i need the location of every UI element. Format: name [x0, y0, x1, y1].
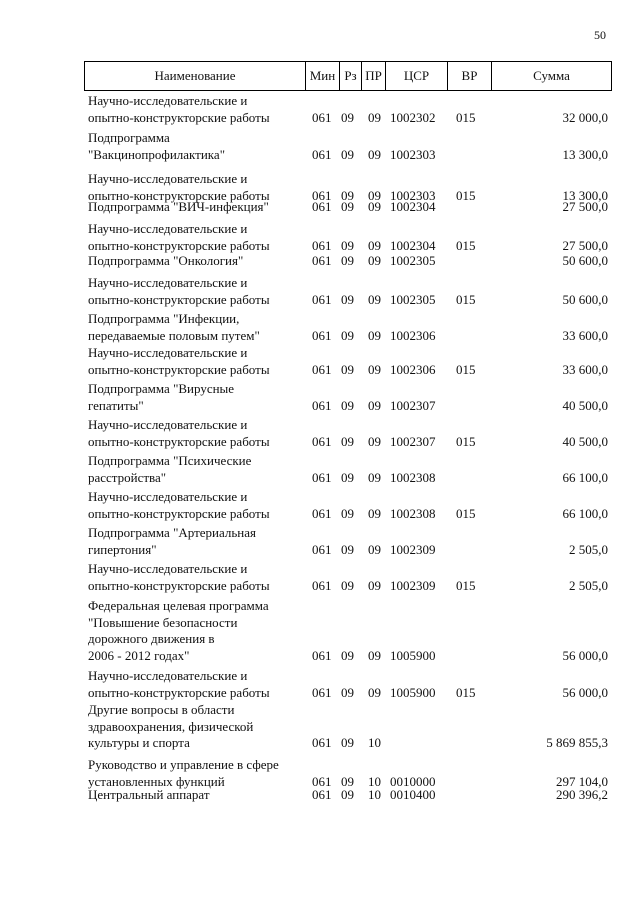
row-name: Научно-исследовательские и опытно-конструкторские работы — [88, 345, 270, 377]
cell-min: 061 — [312, 397, 332, 413]
cell-sum: 32 000,0 — [562, 109, 608, 125]
cell-csr: 1002304 — [390, 199, 436, 214]
cell-sum: 2 505,0 — [569, 577, 608, 593]
header-vr: ВР — [448, 62, 492, 90]
cell-rz: 09 — [341, 735, 354, 750]
cell-pr: 09 — [368, 187, 381, 203]
cell-sum: 50 600,0 — [562, 291, 608, 307]
row-values — [84, 110, 612, 127]
table-row — [84, 489, 612, 522]
row-values — [84, 787, 612, 804]
cell-pr: 09 — [368, 647, 381, 663]
cell-min: 061 — [312, 469, 332, 485]
cell-min: 061 — [312, 327, 332, 343]
cell-sum: 56 000,0 — [562, 647, 608, 663]
cell-min: 061 — [312, 773, 332, 789]
table-row — [84, 787, 612, 804]
cell-rz: 09 — [341, 109, 354, 125]
cell-sum: 66 100,0 — [562, 469, 608, 485]
header-sum: Сумма — [533, 68, 570, 83]
cell-pr: 10 — [368, 787, 381, 802]
cell-vr: 015 — [456, 291, 476, 307]
table-row — [84, 275, 612, 308]
cell-min: 061 — [312, 577, 332, 593]
cell-pr: 09 — [368, 327, 381, 343]
cell-sum: 33 600,0 — [562, 327, 608, 343]
row-name: Подпрограмма "Онкология" — [88, 253, 244, 268]
cell-sum: 50 600,0 — [562, 253, 608, 268]
cell-csr: 1002308 — [390, 505, 436, 521]
cell-sum: 13 300,0 — [562, 187, 608, 203]
cell-min: 061 — [312, 433, 332, 449]
row-name: Научно-исследовательские и опытно-конструкторские работы — [88, 417, 270, 449]
cell-csr: 1002302 — [390, 109, 436, 125]
cell-sum: 40 500,0 — [562, 397, 608, 413]
row-values — [84, 434, 612, 451]
cell-pr: 10 — [368, 773, 381, 789]
cell-min: 061 — [312, 361, 332, 377]
cell-min: 061 — [312, 684, 332, 700]
cell-csr: 1002303 — [390, 146, 436, 162]
cell-pr: 09 — [368, 469, 381, 485]
cell-sum: 56 000,0 — [562, 684, 608, 700]
cell-sum: 2 505,0 — [569, 541, 608, 557]
row-name: Научно-исследовательские и опытно-конструкторские работы — [88, 668, 270, 700]
cell-min: 061 — [312, 505, 332, 521]
cell-csr: 1002306 — [390, 327, 436, 343]
row-values — [84, 470, 612, 487]
table-row — [84, 702, 612, 752]
cell-rz: 09 — [341, 361, 354, 377]
cell-pr: 09 — [368, 237, 381, 253]
cell-csr: 1002309 — [390, 577, 436, 593]
cell-min: 061 — [312, 237, 332, 253]
cell-vr: 015 — [456, 361, 476, 377]
row-name: Научно-исследовательские и опытно-конструкторские работы — [88, 561, 270, 593]
row-values — [84, 735, 612, 752]
cell-pr: 09 — [368, 397, 381, 413]
row-values — [84, 542, 612, 559]
cell-sum: 40 500,0 — [562, 433, 608, 449]
cell-min: 061 — [312, 787, 332, 802]
row-values — [84, 578, 612, 595]
cell-vr: 015 — [456, 237, 476, 253]
row-values — [84, 253, 612, 270]
cell-vr: 015 — [456, 109, 476, 125]
cell-vr: 015 — [456, 505, 476, 521]
table-row — [84, 561, 612, 594]
row-values — [84, 648, 612, 665]
row-values — [84, 292, 612, 309]
table-row — [84, 417, 612, 450]
cell-pr: 09 — [368, 291, 381, 307]
cell-sum: 27 500,0 — [562, 237, 608, 253]
cell-pr: 09 — [368, 505, 381, 521]
cell-pr: 09 — [368, 684, 381, 700]
cell-min: 061 — [312, 146, 332, 162]
cell-rz: 09 — [341, 291, 354, 307]
cell-csr: 1002307 — [390, 433, 436, 449]
cell-vr: 015 — [456, 187, 476, 203]
row-values — [84, 328, 612, 345]
row-name: Подпрограмма "Артериальная гипертония" — [88, 525, 257, 557]
cell-csr: 1002307 — [390, 397, 436, 413]
cell-csr: 1002304 — [390, 237, 436, 253]
cell-rz: 09 — [341, 327, 354, 343]
row-name: Научно-исследовательские и опытно-конструкторские работы — [88, 93, 270, 125]
table-row — [84, 221, 612, 254]
cell-pr: 09 — [368, 199, 381, 214]
cell-csr: 0010000 — [390, 773, 436, 789]
row-name: Подпрограмма "ВИЧ-инфекция" — [88, 199, 269, 214]
row-name: Другие вопросы в области здравоохранения, физической культуры и спорта — [88, 702, 254, 750]
cell-sum: 297 104,0 — [556, 773, 608, 789]
row-name: Руководство и управление в сфере установленных функций — [88, 757, 279, 789]
row-values — [84, 238, 612, 255]
table-row — [84, 598, 612, 664]
cell-rz: 09 — [341, 505, 354, 521]
cell-sum: 66 100,0 — [562, 505, 608, 521]
cell-csr: 1002305 — [390, 291, 436, 307]
cell-rz: 09 — [341, 433, 354, 449]
cell-csr: 1002306 — [390, 361, 436, 377]
cell-rz: 09 — [341, 577, 354, 593]
table-row — [84, 345, 612, 378]
cell-min: 061 — [312, 541, 332, 557]
row-name: Подпрограмма "Вирусные гепатиты" — [88, 381, 235, 413]
cell-sum: 13 300,0 — [562, 146, 608, 162]
cell-pr: 09 — [368, 253, 381, 268]
cell-csr: 1002309 — [390, 541, 436, 557]
row-values — [84, 506, 612, 523]
row-name: Федеральная целевая программа "Повышение безопасности дорожного движения в 2006 - 2012 годах" — [88, 598, 269, 663]
row-name: Научно-исследовательские и опытно-конструкторские работы — [88, 275, 270, 307]
cell-min: 061 — [312, 291, 332, 307]
cell-sum: 27 500,0 — [562, 199, 608, 214]
table-row — [84, 253, 612, 270]
cell-min: 061 — [312, 187, 332, 203]
cell-pr: 10 — [368, 735, 381, 750]
table-row — [84, 311, 612, 344]
cell-rz: 09 — [341, 469, 354, 485]
header-min: Мин — [306, 62, 340, 90]
cell-pr: 09 — [368, 541, 381, 557]
table-row — [84, 668, 612, 701]
cell-min: 061 — [312, 253, 332, 268]
cell-vr: 015 — [456, 684, 476, 700]
cell-min: 061 — [312, 199, 332, 214]
cell-min: 061 — [312, 109, 332, 125]
cell-rz: 09 — [341, 773, 354, 789]
row-values — [84, 147, 612, 164]
cell-pr: 09 — [368, 361, 381, 377]
row-values — [84, 362, 612, 379]
row-name: Научно-исследовательские и опытно-конструкторские работы — [88, 221, 270, 253]
cell-csr: 1002308 — [390, 469, 436, 485]
page-number: 50 — [594, 28, 606, 42]
header-pr: ПР — [362, 62, 386, 90]
row-name: Подпрограмма "Психические расстройства" — [88, 453, 252, 485]
header-csr: ЦСР — [386, 62, 448, 90]
cell-pr: 09 — [368, 577, 381, 593]
cell-rz: 09 — [341, 684, 354, 700]
table-row — [84, 93, 612, 126]
table-row — [84, 130, 612, 163]
row-values — [84, 199, 612, 216]
cell-rz: 09 — [341, 146, 354, 162]
table-header — [84, 61, 612, 91]
table-row — [84, 525, 612, 558]
row-name: Научно-исследовательские и опытно-конструкторские работы — [88, 489, 270, 521]
cell-rz: 09 — [341, 397, 354, 413]
table-row — [84, 199, 612, 216]
table-row — [84, 453, 612, 486]
cell-rz: 09 — [341, 647, 354, 663]
row-values — [84, 685, 612, 702]
cell-csr: 1002303 — [390, 187, 436, 203]
cell-min: 061 — [312, 735, 332, 750]
cell-vr: 015 — [456, 577, 476, 593]
cell-sum: 33 600,0 — [562, 361, 608, 377]
row-name: Подпрограмма "Инфекции, передаваемые половым путем" — [88, 311, 260, 343]
cell-rz: 09 — [341, 187, 354, 203]
cell-sum: 5 869 855,3 — [546, 735, 608, 750]
cell-csr: 1005900 — [390, 684, 436, 700]
cell-vr: 015 — [456, 433, 476, 449]
cell-csr: 1002305 — [390, 253, 436, 268]
table-row — [84, 381, 612, 414]
cell-pr: 09 — [368, 433, 381, 449]
cell-csr: 0010400 — [390, 787, 436, 802]
cell-rz: 09 — [341, 199, 354, 214]
cell-rz: 09 — [341, 787, 354, 802]
cell-pr: 09 — [368, 109, 381, 125]
cell-min: 061 — [312, 647, 332, 663]
table-row — [84, 757, 612, 790]
cell-rz: 09 — [341, 237, 354, 253]
cell-sum: 290 396,2 — [556, 787, 608, 802]
row-values — [84, 398, 612, 415]
cell-rz: 09 — [341, 541, 354, 557]
row-name: Подпрограмма "Вакцинопрофилактика" — [88, 130, 226, 162]
cell-pr: 09 — [368, 146, 381, 162]
cell-rz: 09 — [341, 253, 354, 268]
header-rz: Рз — [340, 62, 362, 90]
row-name: Научно-исследовательские и опытно-конструкторские работы — [88, 171, 270, 203]
header-name: Наименование — [85, 62, 306, 90]
row-name: Центральный аппарат — [88, 787, 210, 802]
cell-csr: 1005900 — [390, 647, 436, 663]
